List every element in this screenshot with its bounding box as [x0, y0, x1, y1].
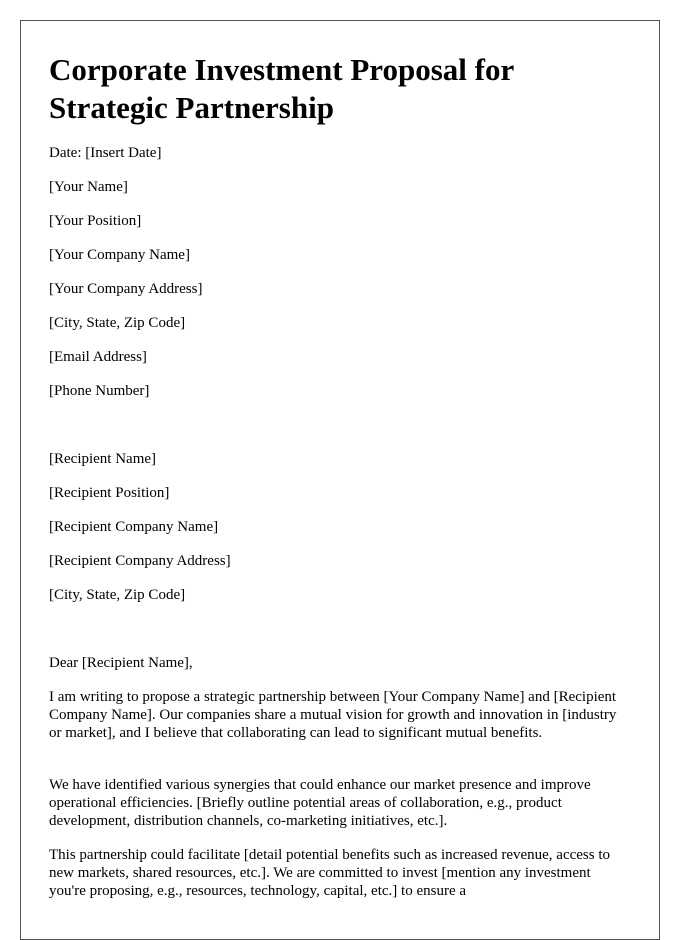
recipient-city-state-zip: [City, State, Zip Code] [49, 587, 186, 603]
date-line: Date: [Insert Date] [49, 145, 162, 161]
sender-address: [Your Company Address] [49, 281, 203, 297]
body-paragraph: I am writing to propose a strategic partnership between [Your Company Name] and [Recipient Company Name]. Our companies share a mutual vision for growth and innovation in [industry or market], and I believe that collaborating can lead to significant mutual benefits. [49, 689, 617, 741]
body-paragraph: This partnership could facilitate [detail potential benefits such as increased revenue, access to new markets, shared resources, etc.]. We are committed to invest [mention any investment you're proposing, e.g., resources, technology, capital, etc.] to ensure a [49, 847, 611, 899]
sender-position: [Your Position] [49, 213, 142, 229]
recipient-address: [Recipient Company Address] [49, 553, 231, 569]
letter-page [20, 20, 660, 940]
sender-email: [Email Address] [49, 349, 147, 365]
recipient-company: [Recipient Company Name] [49, 519, 219, 535]
sender-phone: [Phone Number] [49, 383, 150, 399]
sender-name: [Your Name] [49, 179, 128, 195]
recipient-position: [Recipient Position] [49, 485, 170, 501]
body-paragraph: We have identified various synergies that could enhance our market presence and improve operational efficiencies. [Briefly outline potential areas of collaboration, e.g., product development, distribution channels, co-marketing initiatives, etc.]. [49, 777, 591, 829]
sender-city-state-zip: [City, State, Zip Code] [49, 315, 186, 331]
salutation: Dear [Recipient Name], [49, 655, 193, 671]
document-title: Corporate Investment Proposal for Strategic Partnership [49, 52, 514, 125]
sender-company: [Your Company Name] [49, 247, 190, 263]
recipient-name: [Recipient Name] [49, 451, 157, 467]
